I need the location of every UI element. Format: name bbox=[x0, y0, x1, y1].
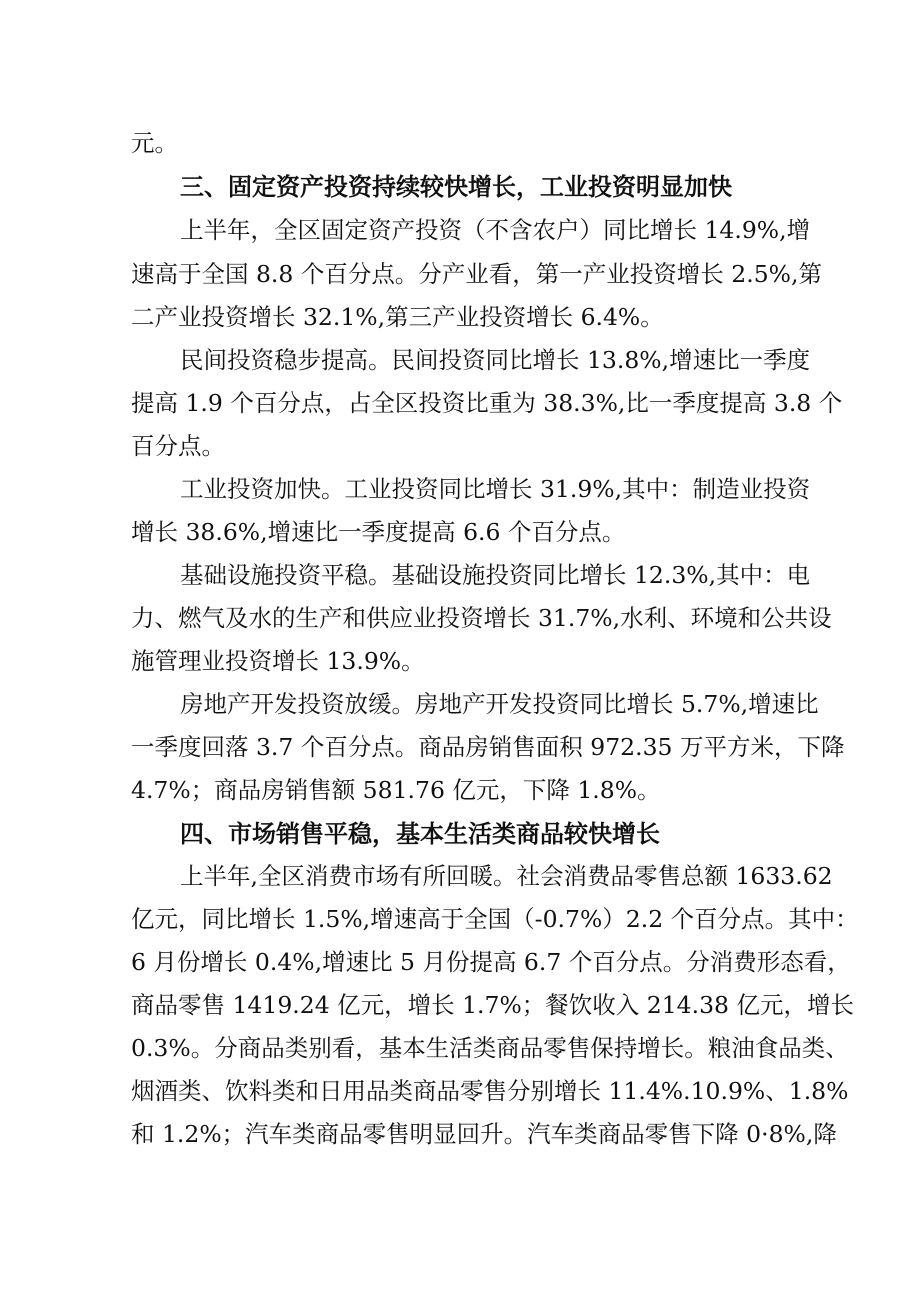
text-line: 房地产开发投资放缓。房地产开发投资同比增长 5.7%,增速比 bbox=[180, 690, 819, 718]
text-line: 增长 38.6%,增速比一季度提高 6.6 个百分点。 bbox=[131, 518, 626, 546]
text-line: 元。 bbox=[131, 129, 178, 157]
text-line: 基础设施投资平稳。基础设施投资同比增长 12.3%,其中：电 bbox=[180, 561, 811, 589]
text-line: 上半年，全区固定资产投资（不含农户）同比增长 14.9%,增 bbox=[180, 216, 811, 244]
text-line: 6 月份增长 0.4%,增速比 5 月份提高 6.7 个百分点。分消费形态看， bbox=[131, 948, 851, 976]
text-line: 一季度回落 3.7 个百分点。商品房销售面积 972.35 万平方米，下降 bbox=[131, 733, 845, 761]
text-line: 商品零售 1419.24 亿元，增长 1.7%；餐饮收入 214.38 亿元，增长 bbox=[131, 991, 854, 1019]
text-line: 百分点。 bbox=[131, 432, 225, 460]
text-line: 和 1.2%；汽车类商品零售明显回升。汽车类商品零售下降 0·8%,降 bbox=[131, 1120, 837, 1148]
text-line: 施管理业投资增长 13.9%。 bbox=[131, 647, 425, 675]
text-line: 二产业投资增长 32.1%,第三产业投资增长 6.4%。 bbox=[131, 303, 664, 331]
text-line: 4.7%；商品房销售额 581.76 亿元，下降 1.8%。 bbox=[131, 776, 661, 804]
text-line: 烟酒类、饮料类和日用品类商品零售分别增长 11.4%.10.9%、1.8% bbox=[131, 1077, 849, 1105]
text-line: 民间投资稳步提高。民间投资同比增长 13.8%,增速比一季度 bbox=[180, 346, 811, 374]
text-line: 亿元，同比增长 1.5%,增速高于全国（-0.7%）2.2 个百分点。其中： bbox=[131, 905, 859, 933]
text-line: 0.3%。分商品类别看，基本生活类商品零售保持增长。粮油食品类、 bbox=[131, 1034, 849, 1062]
text-line: 速高于全国 8.8 个百分点。分产业看，第一产业投资增长 2.5%,第 bbox=[131, 260, 822, 288]
text-line: 上半年,全区消费市场有所回暖。社会消费品零售总额 1633.62 bbox=[180, 862, 833, 890]
text-line: 力、燃气及水的生产和供应业投资增长 31.7%,水利、环境和公共设 bbox=[131, 604, 832, 632]
text-line: 工业投资加快。工业投资同比增长 31.9%,其中：制造业投资 bbox=[180, 475, 811, 503]
section-heading-fixed-asset-investment: 三、固定资产投资持续较快增长，工业投资明显加快 bbox=[180, 173, 732, 201]
section-heading-market-sales: 四、市场销售平稳，基本生活类商品较快增长 bbox=[180, 820, 660, 848]
text-line: 提高 1.9 个百分点，占全区投资比重为 38.3%,比一季度提高 3.8 个 bbox=[131, 389, 843, 417]
